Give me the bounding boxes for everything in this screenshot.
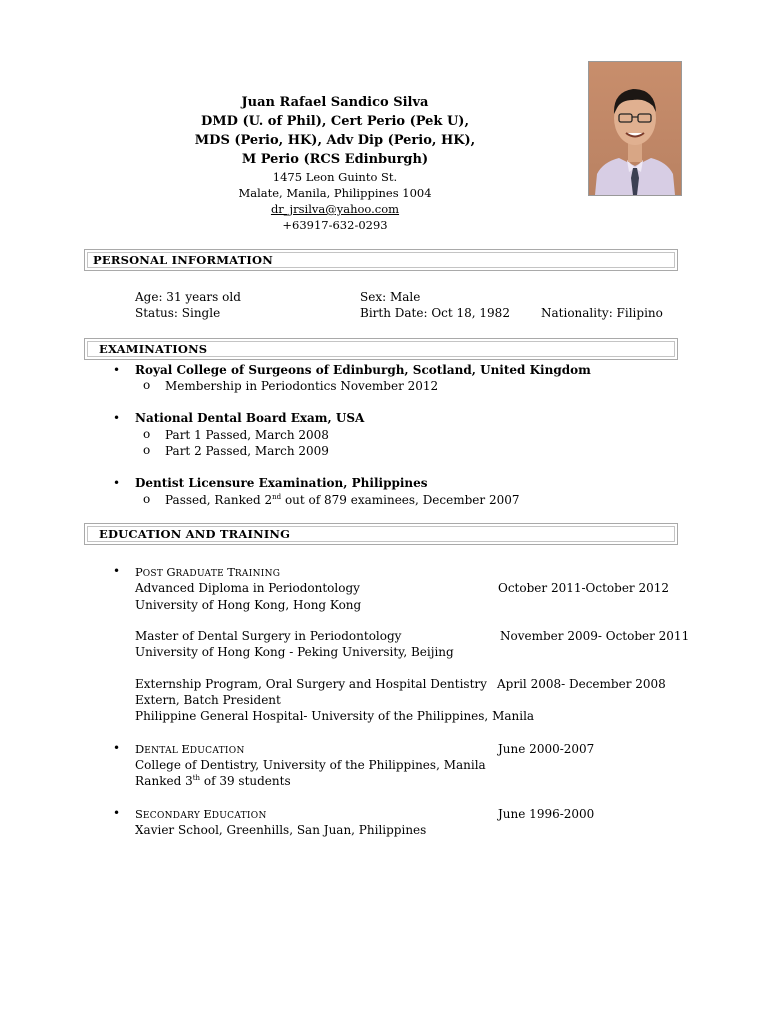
- program-date: June 1996-2000: [498, 807, 595, 821]
- nationality-field: Nationality: Filipino: [541, 306, 663, 320]
- bullet-icon: •: [113, 806, 121, 820]
- section-title-examinations: EXAMINATIONS: [99, 342, 208, 356]
- subsection-title-secondary: SECONDARY EDUCATION: [135, 807, 267, 821]
- profile-photo: [588, 61, 682, 196]
- section-title-education: EDUCATION AND TRAINING: [99, 527, 291, 541]
- section-bar-personal: [84, 249, 678, 271]
- bullet-icon: •: [113, 476, 121, 490]
- subsection-title-dental: DENTAL EDUCATION: [135, 742, 245, 756]
- phone-number: +63917-632-0293: [282, 218, 388, 232]
- exam-detail: Part 2 Passed, March 2009: [165, 444, 329, 458]
- program-institution: College of Dentistry, University of the Philippines, Manila: [135, 758, 486, 772]
- sub-bullet-icon: o: [143, 378, 151, 392]
- program-institution: University of Hong Kong, Hong Kong: [135, 598, 362, 612]
- class-rank: Ranked 3th of 39 students: [135, 774, 291, 788]
- section-title-personal: PERSONAL INFORMATION: [93, 253, 273, 267]
- age-field: Age: 31 years old: [135, 290, 241, 304]
- sex-field: Sex: Male: [360, 290, 421, 304]
- exam-detail: Passed, Ranked 2nd out of 879 examinees, December 2007: [165, 493, 520, 507]
- sub-bullet-icon: o: [143, 443, 151, 457]
- address-city: Malate, Manila, Philippines 1004: [238, 186, 432, 200]
- exam-title-rcs: Royal College of Surgeons of Edinburgh, Scotland, United Kingdom: [135, 363, 591, 377]
- address-street: 1475 Leon Guinto St.: [272, 170, 398, 184]
- credentials-line-3: M Perio (RCS Edinburgh): [241, 152, 429, 167]
- program-title: Externship Program, Oral Surgery and Hospital Dentistry: [135, 677, 487, 691]
- sub-bullet-icon: o: [143, 492, 151, 506]
- bullet-icon: •: [113, 741, 121, 755]
- status-field: Status: Single: [135, 306, 221, 320]
- birth-date-field: Birth Date: Oct 18, 1982: [360, 306, 510, 320]
- program-date: April 2008- December 2008: [497, 677, 666, 691]
- program-institution: Xavier School, Greenhills, San Juan, Philippines: [135, 823, 427, 837]
- resume-header: [180, 93, 490, 233]
- program-title: Advanced Diploma in Periodontology: [135, 581, 360, 595]
- credentials-line-1: DMD (U. of Phil), Cert Perio (Pek U),: [201, 114, 469, 129]
- exam-detail: Part 1 Passed, March 2008: [165, 428, 329, 442]
- section-bar-education: [84, 523, 678, 545]
- credentials-line-2: MDS (Perio, HK), Adv Dip (Perio, HK),: [194, 133, 476, 148]
- program-institution: University of Hong Kong - Peking University, Beijing: [135, 645, 454, 659]
- section-bar-examinations: [84, 338, 678, 360]
- exam-detail: Membership in Periodontics November 2012: [165, 379, 439, 393]
- program-institution: Philippine General Hospital- University of the Philippines, Manila: [135, 709, 535, 723]
- applicant-name: Juan Rafael Sandico Silva: [241, 95, 429, 110]
- program-date: November 2009- October 2011: [500, 629, 690, 643]
- sub-bullet-icon: o: [143, 427, 151, 441]
- program-role: Extern, Batch President: [135, 693, 281, 707]
- program-title: Master of Dental Surgery in Periodontology: [135, 629, 402, 643]
- exam-title-ndbe: National Dental Board Exam, USA: [135, 411, 365, 425]
- bullet-icon: •: [113, 564, 121, 578]
- program-date: October 2011-October 2012: [498, 581, 670, 595]
- exam-title-licensure: Dentist Licensure Examination, Philippines: [135, 476, 428, 490]
- email-link[interactable]: dr_jrsilva@yahoo.com: [270, 202, 400, 216]
- program-date: June 2000-2007: [498, 742, 595, 756]
- subsection-title-postgrad: POST GRADUATE TRAINING: [135, 565, 281, 579]
- bullet-icon: •: [113, 363, 121, 377]
- bullet-icon: •: [113, 411, 121, 425]
